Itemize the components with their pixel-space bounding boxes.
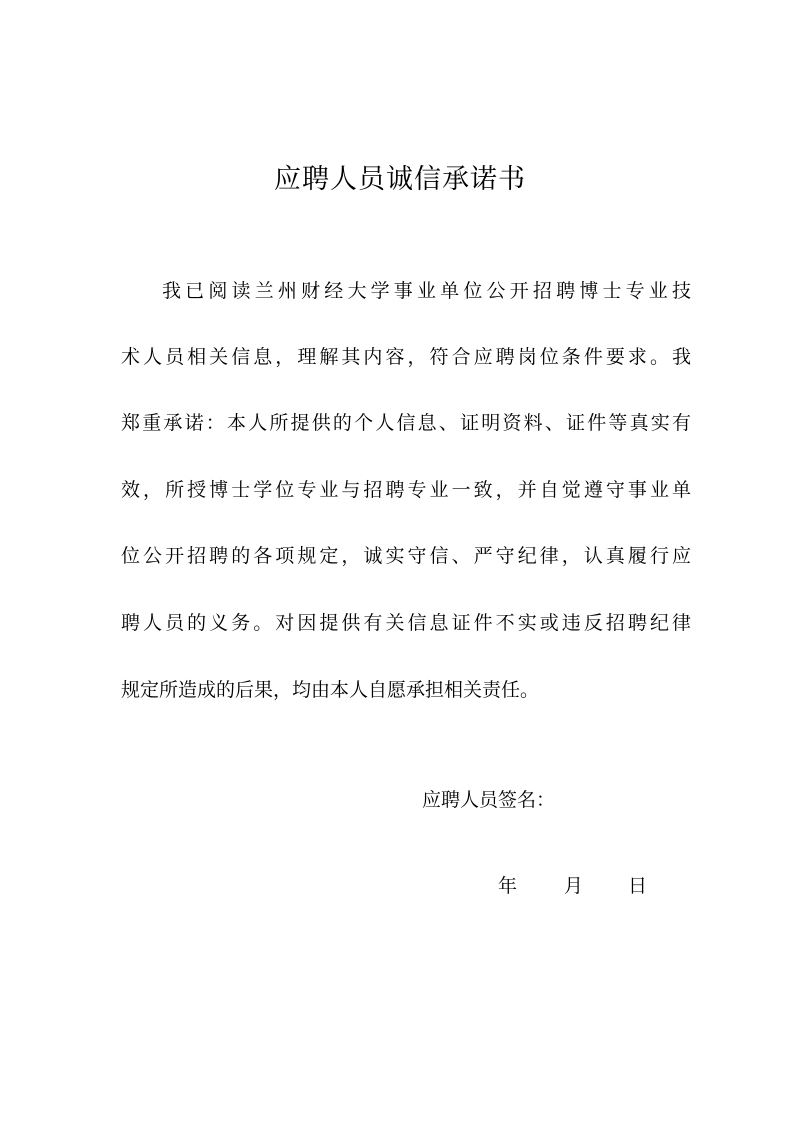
date-year-label: 年: [498, 875, 518, 897]
paragraph-line-4: 效，所授博士学位专业与招聘专业一致，并自觉遵守事业单: [121, 479, 691, 501]
page-title: 应聘人员诚信承诺书: [274, 164, 526, 195]
paragraph-line-1: 我已阅读兰州财经大学事业单位公开招聘博士专业技: [162, 280, 691, 302]
paragraph-line-6: 聘人员的义务。对因提供有关信息证件不实或违反招聘纪律: [121, 612, 691, 634]
signature-label: 应聘人员签名：: [422, 789, 556, 811]
paragraph-line-5: 位公开招聘的各项规定，诚实守信、严守纪律，认真履行应: [121, 545, 691, 567]
date-day-label: 日: [628, 875, 648, 897]
paragraph-line-2: 术人员相关信息，理解其内容，符合应聘岗位条件要求。我: [121, 346, 691, 368]
date-month-label: 月: [564, 875, 584, 897]
paragraph-line-3: 郑重承诺：本人所提供的个人信息、证明资料、证件等真实有: [121, 412, 691, 434]
paragraph-line-7: 规定所造成的后果，均由本人自愿承担相关责任。: [121, 679, 540, 701]
